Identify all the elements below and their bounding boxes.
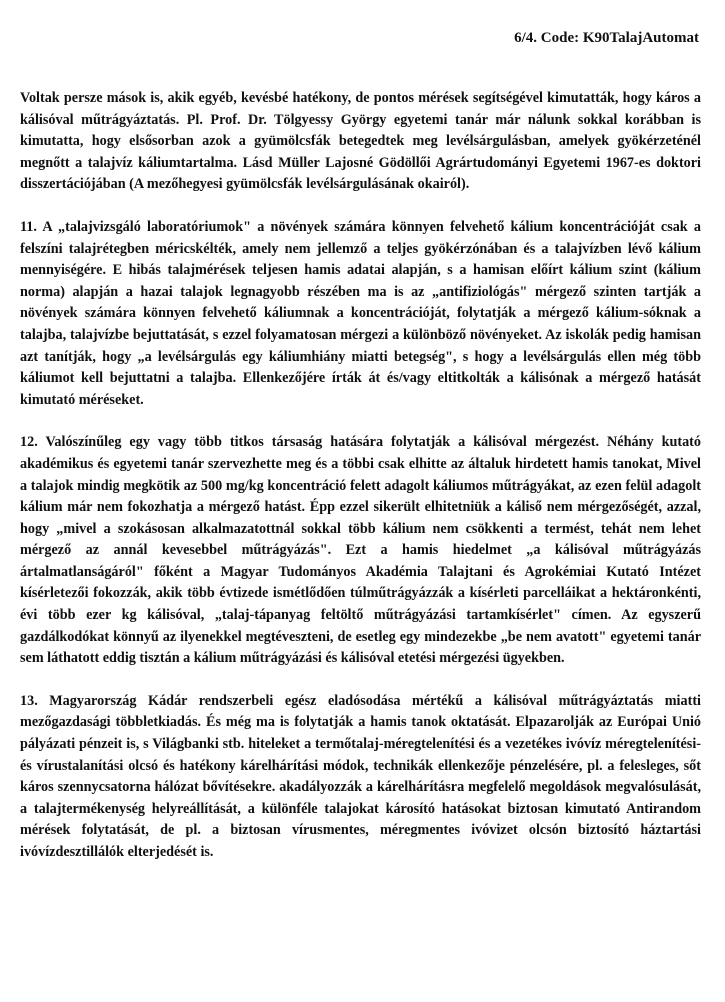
paragraph-13: 13. Magyarország Kádár rendszerbeli egész eladósodása mértékű a kálisóval műtrágyáztatás miatti mezőgazdasági többletkiadás. És még ma is folytatják a hamis tanok oktatását. Elpazarolják az Európai Unió pályázati pénzeit is, s Világbanki stb. hiteleket a termőtalaj-méregtelenítési és a vezetékes ivóvíz méregtelenítési- és vírustalanítási olcsó és hatékony kárelhárítási módok, technikák ellenkezője pénzelésére, pl. a felesleges, sőt káros szennycsatorna hálózat bővítésekre. akadályozzák a kárelhárításra megfelelő megoldások megvalósulását, a talajtermékenység helyreállítását, a különféle talajokat károsító hatásokat biztosan kimutató Antirandom mérések folytatását, de pl. a biztosan vírusmentes, méregmentes ivóvizet olcsón biztosító háztartási ivóvízdesztillálók elterjedését is. xyxy=(20,692,701,860)
paragraph-intro: Voltak persze mások is, akik egyéb, kevésbé hatékony, de pontos mérések segítségével kimutatták, hogy káros a kálisóval műtrágyáztatás. Pl. Prof. Dr. Tölgyessy György egyetemi tanár már nálunk sokkal korábban is kimutatta, hogy elsősorban azok a gyümölcsfák betegedtek meg levélsárgulásban, amelyek gyökérzeténél megnőtt a talajvíz káliumtartalma. Lásd Müller Lajosné Gödöllői Agrártudományi Egyetemi 1967-es doktori disszertációjában (A mezőhegyesi gyümölcsfák levélsárgulásának okairól). xyxy=(20,90,701,193)
paragraph-12: 12. Valószínűleg egy vagy több titkos társaság hatására folytatják a kálisóval mérgezést. Néhány kutató akadémikus és egyetemi tanár szervezhette meg és a többi csak elhitte az általuk hirdetett hamis tanokat, Mivel a talajok mindig megkötik az 500 mg/kg koncentráció felett adagolt káliumos műtrágyákat, az ezen felül adagolt kálium már nem fokozhatja a mérgező hatást. Épp ezzel sikerült elhitetniük a káliső nem mérgezőségét, azzal, hogy „mivel a szokásosan alkalmazatottnál sokkal több kálium nem csökkenti a termést, tehát nem lehet mérgező az annál kevesebbel műtrágyázás". Ezt a hamis hiedelmet „a kálisóval műtrágyázás ártalmatlanságáról" főként a Magyar Tudományos Akadémia Talajtani és Agrokémiai Kutató Intézet kísérletezői fokozzák, akik több évtizede ismétlődően túlműtrágyázzák a kísérleti parcelláikat a hektáronkénti, évi több ezer kg kálisóval, „talaj-tápanyag feltöltő műtrágyázási tartamkísérlet" címen. Az egyszerű gazdálkodókat könnyű az ilyenekkel megtéveszteni, de esetleg egy mindezekbe „be nem avatott" egyetemi tanár sem láthatott eddig tisztán a kálium műtrágyázási és kálisóval etetési mérgezési ügyekben. xyxy=(20,434,701,667)
paragraph-11: 11. A „talajvizsgáló laboratóriumok" a növények számára könnyen felvehető kálium koncentrációját csak a felszíni talajrétegben méricskélték, amely nem jellemző a teljes gyökérzónában és a talajvízben lévő kálium mennyiségére. E hibás talajmérések teljesen hamis adatai alapján, s a hamisan előírt kálium szint (kálium norma) alapján a hazai talajok legnagyobb részében ma is az „antifiziológás" mérgező szinten tartják a növények számára könnyen felvehető káliumnak a koncentrációját, folytatják a mérgező kálium-sóknak a talajba, talajvízbe bejuttatását, s ezzel folyamatosan mérgezi a különböző növényeket. Az iskolák pedig hamisan azt tanítják, hogy „a levélsárgulás egy káliumhiány miatti betegség", s hogy a levélsárgulás ellen még több káliumot kell bejuttatni a talajba. Ellenkezőjére írták át és/vagy eltitkolták a kálisónak a mérgező hatását kimutató méréseket. xyxy=(20,218,701,408)
document-code: 6/4. Code: K90TalajAutomat xyxy=(514,30,699,46)
document-body xyxy=(20,88,701,864)
